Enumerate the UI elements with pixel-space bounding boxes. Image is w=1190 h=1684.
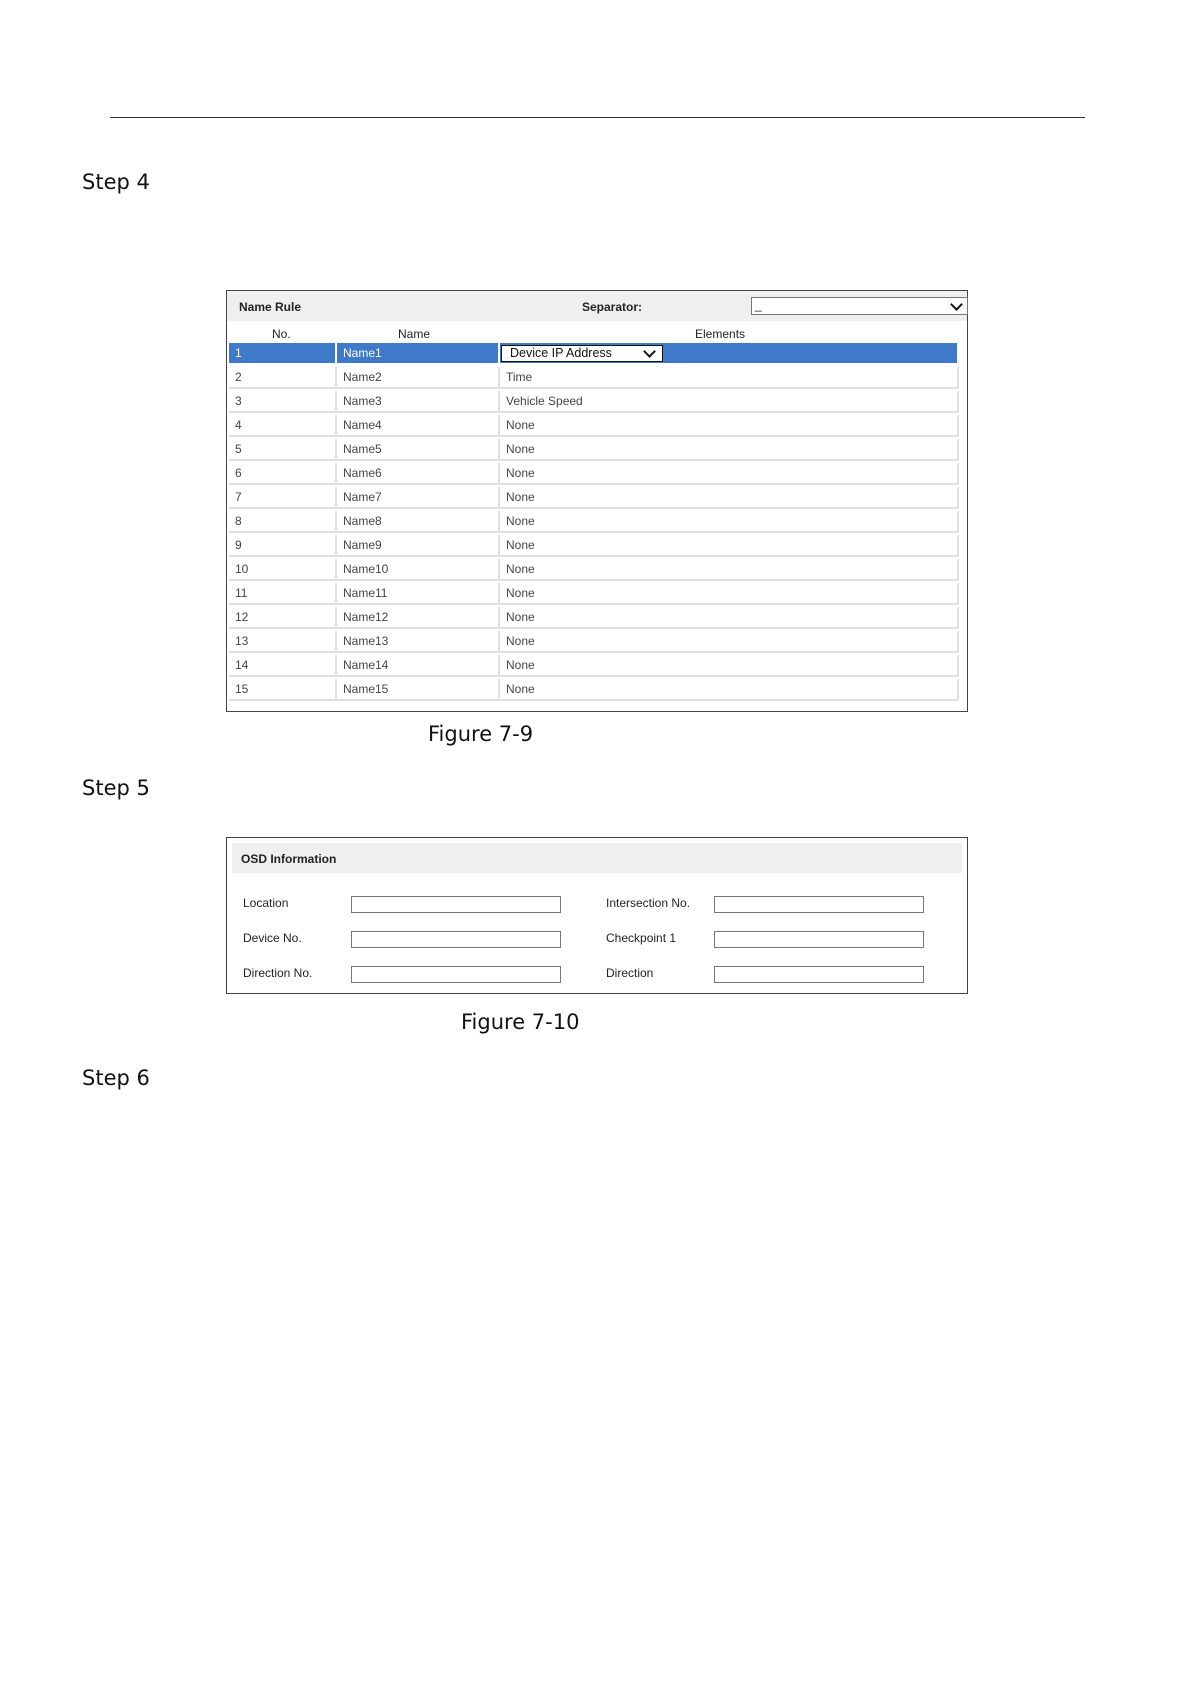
table-row[interactable]	[229, 463, 959, 485]
separator-select[interactable]	[751, 297, 968, 315]
table-row[interactable]	[229, 559, 959, 581]
name-rule-panel	[226, 290, 968, 712]
row-number: 15	[229, 679, 337, 701]
row-element[interactable]: None	[500, 487, 959, 509]
separator-label: Separator:	[582, 300, 643, 314]
separator-value: _	[755, 298, 762, 312]
row-element-cell	[500, 343, 959, 365]
row-name[interactable]: Name1	[337, 343, 500, 365]
row-name[interactable]: Name2	[337, 367, 500, 389]
osd-title: OSD Information	[241, 852, 337, 866]
table-row[interactable]	[229, 415, 959, 437]
row-number: 10	[229, 559, 337, 581]
table-row[interactable]	[229, 367, 959, 389]
table-row[interactable]	[229, 511, 959, 533]
row-name[interactable]: Name15	[337, 679, 500, 701]
location-label: Location	[243, 896, 289, 910]
row-number: 9	[229, 535, 337, 557]
intersection-no-label: Intersection No.	[606, 896, 691, 910]
row-element[interactable]: None	[500, 631, 959, 653]
step-5-label: Step 5	[82, 776, 150, 800]
row-element[interactable]: None	[500, 559, 959, 581]
row-number: 8	[229, 511, 337, 533]
row-element[interactable]: None	[500, 655, 959, 677]
row-element[interactable]: Time	[500, 367, 959, 389]
table-row[interactable]	[229, 679, 959, 701]
table-row[interactable]	[229, 343, 959, 365]
row-element[interactable]: None	[500, 511, 959, 533]
row-number: 5	[229, 439, 337, 461]
table-row[interactable]	[229, 487, 959, 509]
table-row[interactable]	[229, 535, 959, 557]
element-select[interactable]	[501, 345, 663, 362]
element-select-value: Device IP Address	[510, 346, 612, 360]
device-no-input[interactable]	[351, 931, 561, 948]
direction-label: Direction	[606, 966, 654, 980]
row-element[interactable]: None	[500, 535, 959, 557]
figure-7-10-caption: Figure 7-10	[461, 1010, 580, 1034]
direction-input[interactable]	[714, 966, 924, 983]
row-element[interactable]: None	[500, 463, 959, 485]
figure-7-9-caption: Figure 7-9	[428, 722, 534, 746]
device-no-label: Device No.	[243, 931, 302, 945]
row-number: 7	[229, 487, 337, 509]
row-number: 11	[229, 583, 337, 605]
column-header-no: No.	[272, 327, 291, 341]
table-row[interactable]	[229, 607, 959, 629]
chevron-down-icon	[643, 345, 656, 358]
direction-no-label: Direction No.	[243, 966, 313, 980]
row-name[interactable]: Name9	[337, 535, 500, 557]
row-name[interactable]: Name8	[337, 511, 500, 533]
row-element[interactable]: None	[500, 679, 959, 701]
osd-information-panel	[226, 837, 968, 994]
row-name[interactable]: Name12	[337, 607, 500, 629]
table-row[interactable]	[229, 583, 959, 605]
row-number: 12	[229, 607, 337, 629]
row-number: 13	[229, 631, 337, 653]
chevron-down-icon	[950, 298, 963, 311]
row-number: 14	[229, 655, 337, 677]
row-name[interactable]: Name7	[337, 487, 500, 509]
row-number: 1	[229, 343, 337, 365]
row-element[interactable]: Vehicle Speed	[500, 391, 959, 413]
step-6-label: Step 6	[82, 1066, 150, 1090]
row-element[interactable]: None	[500, 439, 959, 461]
row-element[interactable]: None	[500, 415, 959, 437]
row-name[interactable]: Name11	[337, 583, 500, 605]
row-name[interactable]: Name13	[337, 631, 500, 653]
name-rule-title: Name Rule	[239, 300, 302, 314]
direction-no-input[interactable]	[351, 966, 561, 983]
checkpoint-label: Checkpoint 1	[606, 931, 677, 945]
column-header-elements: Elements	[695, 327, 746, 341]
row-name[interactable]: Name14	[337, 655, 500, 677]
row-number: 4	[229, 415, 337, 437]
table-row[interactable]	[229, 391, 959, 413]
table-row[interactable]	[229, 655, 959, 677]
osd-header	[232, 843, 962, 873]
row-element[interactable]: None	[500, 583, 959, 605]
row-name[interactable]: Name4	[337, 415, 500, 437]
step-4-label: Step 4	[82, 170, 150, 194]
row-number: 3	[229, 391, 337, 413]
row-number: 2	[229, 367, 337, 389]
row-name[interactable]: Name10	[337, 559, 500, 581]
row-number: 6	[229, 463, 337, 485]
row-name[interactable]: Name5	[337, 439, 500, 461]
row-name[interactable]: Name6	[337, 463, 500, 485]
intersection-no-input[interactable]	[714, 896, 924, 913]
location-input[interactable]	[351, 896, 561, 913]
name-rule-header	[227, 291, 967, 321]
column-header-name: Name	[398, 327, 431, 341]
row-element[interactable]: None	[500, 607, 959, 629]
checkpoint-input[interactable]	[714, 931, 924, 948]
table-row[interactable]	[229, 439, 959, 461]
row-name[interactable]: Name3	[337, 391, 500, 413]
table-row[interactable]	[229, 631, 959, 653]
header-rule	[110, 117, 1085, 118]
